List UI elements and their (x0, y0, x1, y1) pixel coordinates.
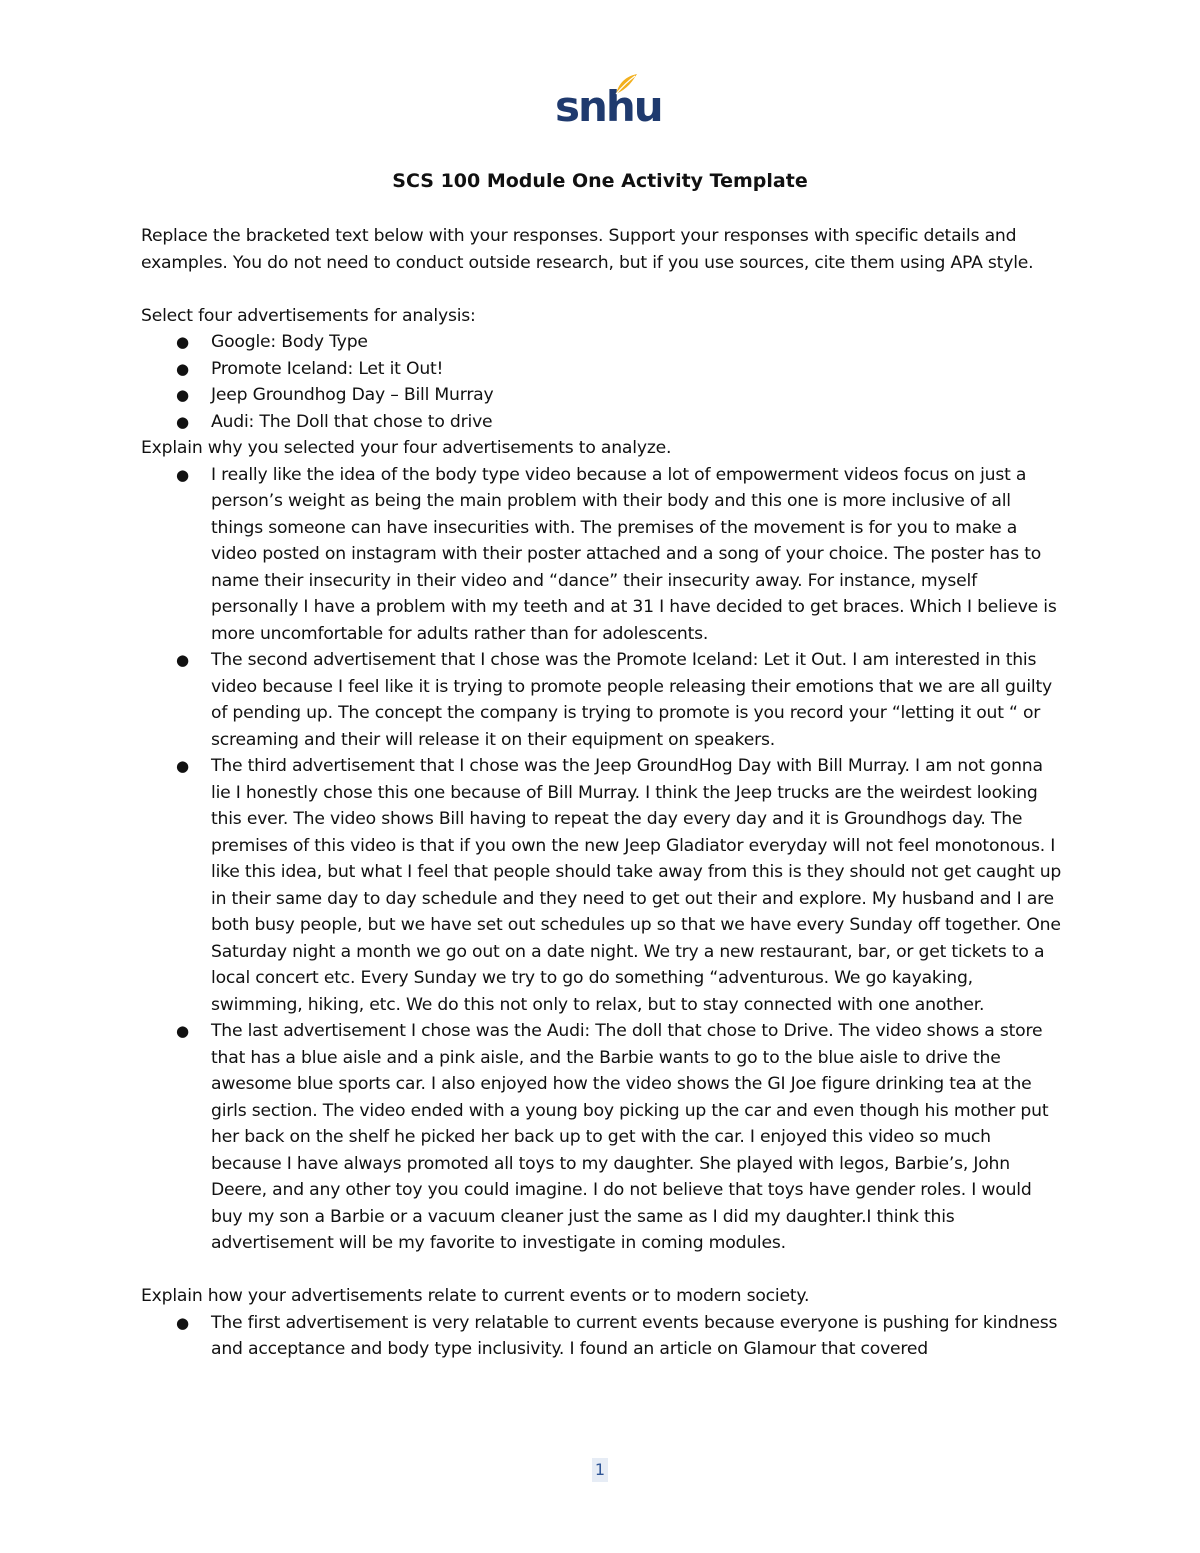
list-item-text: The last advertisement I chose was the Audi: The doll that chose to Drive. The video shows a store that has a blue aisle and a pink aisle, and the Barbie wants to go to the blue aisle to drive the awesome blue sports car. I also enjoyed how the video shows the GI Joe figure drinking tea at the girls section. The video ended with a young boy picking up the car and even though his mother put her back on the shelf he picked her back up to get with the car. I enjoyed this video so much because I have always promoted all toys to my daughter. She played with legos, Barbie’s, John Deere, and any other toy you could imagine. I do not believe that toys have gender roles. I would buy my son a Barbie or a vacuum cleaner just the same as I did my daughter.I think this advertisement will be my favorite to investigate in coming modules. (211, 1021, 1049, 1253)
list-item-text: Google: Body Type (211, 332, 368, 352)
document-title: SCS 100 Module One Activity Template (392, 170, 808, 192)
select-heading: Select four advertisements for analysis: (141, 305, 476, 326)
list-item-text: The second advertisement that I chose was the Promote Iceland: Let it Out. I am interested in this video because I feel like it is trying to promote people releasing their emotions that we are all guilty of pending up. The concept the company is trying to promote is you record your “letting it out “ or screaming and their will release it on their equipment on speakers. (211, 650, 1052, 750)
list-item (141, 382, 1066, 409)
spacer (141, 1257, 1066, 1284)
relate-list (141, 1310, 1066, 1363)
bullet-icon: ● (176, 757, 189, 775)
bullet-icon: ● (176, 412, 189, 431)
list-item-text: The third advertisement that I chose was the Jeep GroundHog Day with Bill Murray. I am not gonna lie I honestly chose this one because of Bill Murray. I think the Jeep trucks are the weirdest looking this ever. The video shows Bill having to repeat the day every day and it is Groundhogs day. The premises of this video is that if you own the new Jeep Gladiator everyday will not feel monotonous. I like this idea, but what I feel that people should take away from this is they should not get caught up in their same day to day schedule and they need to get out their and explore. My husband and I are both busy people, but we have set out schedules up so that we have every Sunday off together. One Saturday night a month we go out on a date night. We try a new restaurant, bar, or get tickets to a local concert etc. Every Sunday we try to go do something “adventurous. We go kayaking, swimming, hiking, etc. We do this not only to relax, but to stay connected with one another. (211, 756, 1062, 1015)
list-item-text: I really like the idea of the body type video because a lot of empowerment videos focus on just a person’s weight as being the main problem with their body and this one is more inclusive of all things someone can have insecurities with. The premises of the movement is for you to make a video posted on instagram with their poster attached and a song of your choice. The poster has to name their insecurity in their video and “dance” their insecurity away. For instance, myself personally I have a problem with my teeth and at 31 I have decided to get braces. Which I believe is more uncomfortable for adults rather than for adolescents. (211, 464, 1057, 644)
list-item (141, 356, 1066, 383)
snhu-logo (555, 72, 662, 136)
list-item (141, 329, 1066, 356)
spacer (141, 276, 1066, 303)
bullet-icon: ● (176, 1313, 189, 1332)
list-item (141, 753, 1066, 1018)
document-body (141, 223, 1066, 1363)
advertisement-list (141, 329, 1066, 435)
bullet-icon: ● (176, 651, 189, 669)
bullet-icon: ● (176, 1022, 189, 1040)
why-heading: Explain why you selected your four advertisements to analyze. (141, 438, 672, 458)
list-item-text: Promote Iceland: Let it Out! (211, 358, 444, 379)
relate-heading: Explain how your advertisements relate to current events or to modern society. (141, 1286, 810, 1306)
list-item-text: Jeep Groundhog Day – Bill Murray (211, 385, 494, 405)
list-item (141, 462, 1066, 648)
list-item (141, 409, 1066, 436)
bullet-icon: ● (176, 359, 189, 378)
why-list (141, 462, 1066, 1257)
intro-paragraph: Replace the bracketed text below with your responses. Support your responses with specific details and examples. You do not need to conduct outside research, but if you use sources, cite them using APA style. (141, 226, 1034, 273)
list-item-text: The first advertisement is very relatable to current events because everyone is pushing for kindness and acceptance and body type inclusivity. I found an article on Glamour that covered (211, 1312, 1058, 1359)
list-item-text: Audi: The Doll that chose to drive (211, 411, 493, 432)
bullet-icon: ● (176, 333, 189, 351)
bullet-icon: ● (176, 465, 189, 484)
logo-text: snhu (555, 82, 662, 131)
list-item (141, 647, 1066, 753)
list-item (141, 1018, 1066, 1257)
bullet-icon: ● (176, 386, 189, 404)
list-item (141, 1310, 1066, 1363)
leaf-icon (613, 72, 639, 98)
page-number: 1 (592, 1458, 608, 1482)
